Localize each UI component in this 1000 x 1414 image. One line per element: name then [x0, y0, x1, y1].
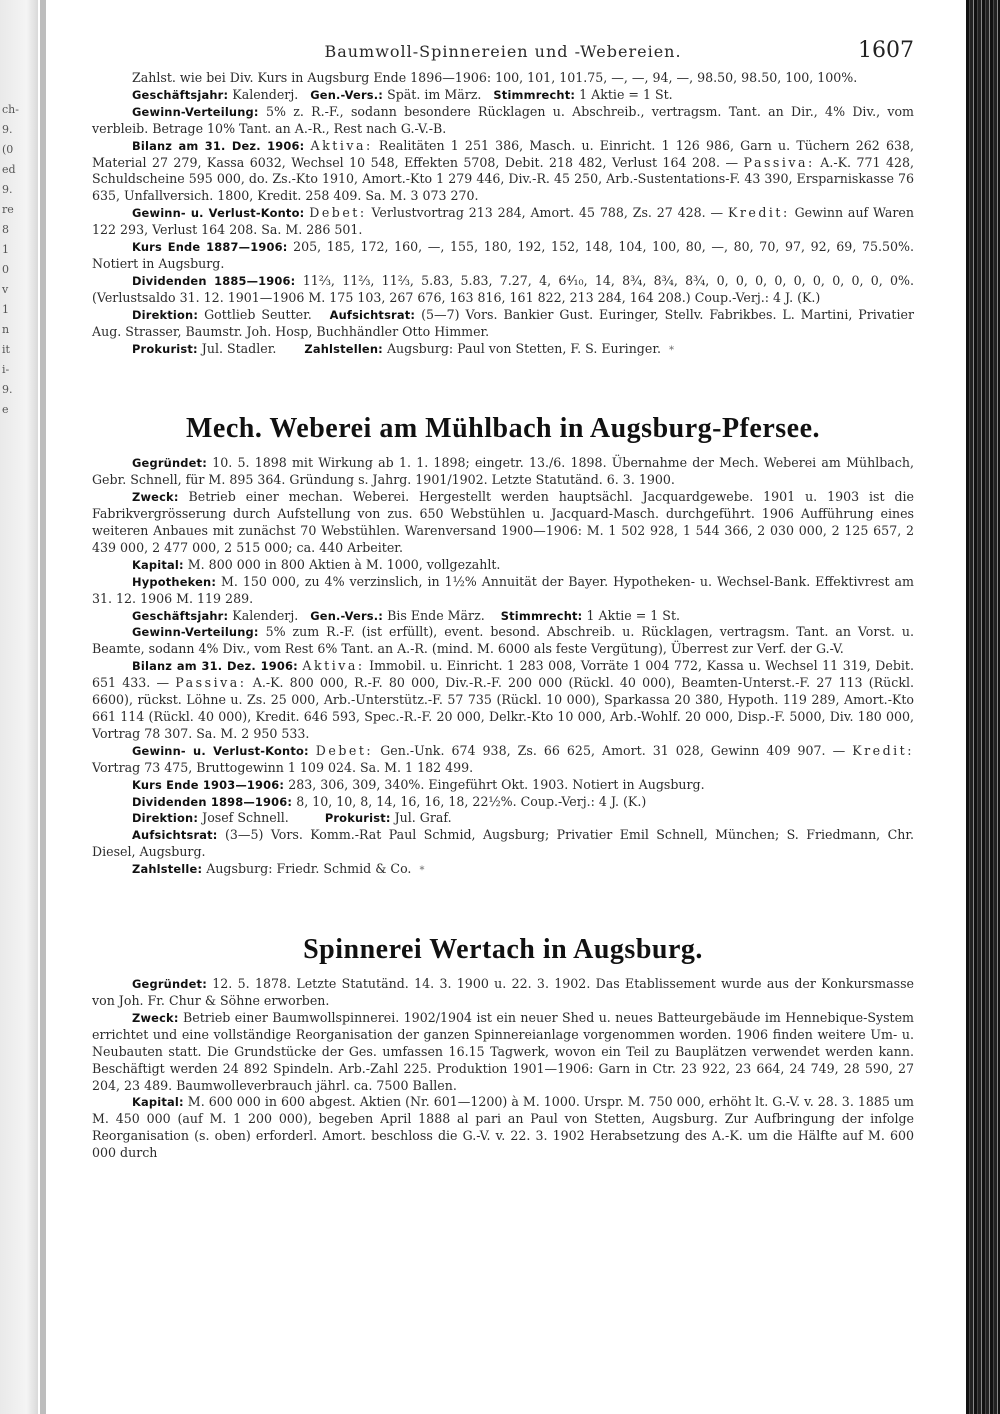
- margin-fragment: 8: [2, 223, 9, 236]
- field-value: Vortrag 73 475, Bruttogewinn 1 109 024. Sa. M. 1 182 499.: [92, 759, 474, 775]
- field-value: Jul. Graf.: [394, 810, 452, 826]
- field-value: Spät. im März.: [387, 86, 482, 102]
- margin-fragment: 1: [2, 303, 9, 316]
- field-label: Zahlstellen:: [304, 341, 383, 356]
- margin-fragment: v: [2, 283, 9, 296]
- field-value: 12. 5. 1878. Letzte Statutänd. 14. 3. 1900 u. 22. 3. 1902. Das Etablissement wurde aus der Konkursmasse von Joh. Fr. Chur & Söhne erworben.: [92, 976, 914, 1008]
- field-value: Verlustvortrag 213 284, Amort. 45 788, Zs. 27 428. —: [371, 205, 724, 221]
- paragraph: [92, 1010, 914, 1095]
- field-value: Jul. Stadler.: [201, 340, 277, 356]
- paragraph: [92, 861, 914, 880]
- margin-fragment: it: [2, 343, 10, 356]
- paragraph: [92, 608, 914, 625]
- spaced-label: Kredit:: [727, 205, 790, 221]
- field-value: 1 Aktie = 1 St.: [579, 86, 673, 102]
- company-entry: [92, 455, 914, 880]
- field-label: Gewinn-Verteilung:: [132, 104, 259, 119]
- field-value: Immobil. u. Einricht. 1 283 008, Vorräte 1 004 772, Kassa u. Wechsel 11 319, Debit. 651 433. —: [92, 658, 914, 691]
- paragraph: [92, 574, 914, 608]
- paragraph: [92, 87, 914, 104]
- field-label: Gegründet:: [132, 977, 207, 992]
- field-value: Josef Schnell.: [202, 810, 289, 826]
- paragraph: [92, 557, 914, 574]
- field-label: Bilanz am 31. Dez. 1906:: [132, 659, 298, 674]
- margin-fragment: re: [2, 203, 14, 216]
- paragraph: [92, 138, 914, 206]
- field-label: Zahlstelle:: [132, 862, 203, 877]
- field-label: Gewinn- u. Verlust-Konto:: [132, 206, 305, 221]
- section-title: Spinnerei Wertach in Augsburg.: [303, 934, 703, 966]
- field-value: Gottlieb Seutter.: [204, 306, 312, 322]
- section-title: Mech. Weberei am Mühlbach in Augsburg-Pfersee.: [185, 413, 821, 445]
- field-label: Kapital:: [132, 1095, 184, 1110]
- field-label: Direktion:: [132, 307, 199, 322]
- paragraph: [92, 70, 914, 87]
- field-value: 10. 5. 1898 mit Wirkung ab 1. 1. 1898; eingetr. 13./6. 1898. Übernahme der Mech. Weberei am Mühlbach, Gebr. Schnell, für M. 895 364. Gründung s. Jahrg. 1901/1902. Letzte Statutänd. 6. 3. 1900.: [92, 455, 914, 488]
- paragraph: [92, 307, 914, 341]
- margin-fragment: 0: [2, 263, 9, 276]
- field-value: M. 800 000 in 800 Aktien à M. 1000, vollgezahlt.: [187, 556, 501, 572]
- field-label: Aufsichtsrat:: [329, 307, 416, 322]
- field-value: Betrieb einer mechan. Weberei. Hergestellt werden hauptsächl. Jacquardgewebe. 1901 u. 1903 ist die Fabrikvergrösserung durch Aufstellung von zus. 650 Webstühlen u. Jacquard-Masch. durchgeführt. 1906 Aufführung eines weiteren Anbaues mit zunächst 70 Webstühlen. Warenversand 1900—1906: M. 1 502 928, 1 544 366, 2 030 000, 2 125 657, 2 439 000, 2 477 000, 2 515 000; ca. 440 Arbeiter.: [92, 489, 914, 555]
- margin-fragment: 1: [2, 243, 9, 256]
- paragraph: [92, 455, 914, 489]
- field-label: Direktion:: [132, 811, 199, 826]
- spaced-label: Debet:: [309, 205, 367, 221]
- paragraph: [92, 341, 914, 360]
- field-value: Kalenderj.: [232, 86, 299, 102]
- page-edge: [966, 0, 1000, 1414]
- margin-fragment: i-: [2, 363, 10, 376]
- field-value: Betrieb einer Baumwollspinnerei. 1902/1904 ist ein neuer Shed u. neues Batteurgebäude im Hennebique-System errichtet und eine vollständige Reorganisation der ganzen Spinnereianlage vorgenommen worden. 1906 finden weitere Um- u. Neubauten statt. Die Grundstücke der Ges. umfassen 16.15 Tagwerk, wovon ein Teil zu Bauplätzen verwendet werden kann. Beschäftigt werden 24 892 Spindeln. Arb.-Zahl 225. Produktion 1901—1906: Garn in Ctr. 23 922, 23 664, 24 749, 28 590, 27 204, 23 489. Baumwolleverbrauch jährl. ca. 7500 Ballen.: [92, 1009, 914, 1093]
- field-label: Kurs Ende 1903—1906:: [132, 777, 285, 792]
- field-label: Prokurist:: [132, 341, 198, 356]
- field-value: Realitäten 1 251 386, Masch. u. Einricht. 1 126 986, Garn u. Tüchern 262 638, Material 27 279, Kassa 6032, Wechsel 10 548, Effekten 5708, Debit. 218 482, Verlust 164 208. —: [92, 137, 914, 170]
- paragraph: [92, 743, 914, 777]
- field-value: 5% z. R.-F., sodann besondere Rücklagen u. Abschreib., vertragsm. Tant. an Dir., 4% Div., vom verbleib. Betrage 10% Tant. an A.-R., Rest nach G.-V.-B.: [92, 103, 914, 136]
- paragraph: [92, 205, 914, 239]
- page-number: 1607: [858, 38, 914, 63]
- field-value: 283, 306, 309, 340%. Eingeführt Okt. 1903. Notiert in Augsburg.: [288, 776, 705, 792]
- field-label: Kapital:: [132, 557, 184, 572]
- paragraph: [92, 273, 914, 307]
- field-value: Kalenderj.: [232, 607, 299, 623]
- field-label: Dividenden 1898—1906:: [132, 794, 293, 809]
- field-label: Gen.-Vers.:: [310, 87, 384, 102]
- field-value: Bis Ende März.: [387, 607, 485, 623]
- document-page: [92, 36, 914, 1162]
- field-value: Augsburg: Paul von Stetten, F. S. Euringer.: [386, 340, 661, 356]
- field-label: Aufsichtsrat:: [132, 828, 218, 843]
- field-label: Prokurist:: [324, 811, 391, 826]
- field-value: A.-K. 800 000, R.-F. 80 000, Div.-R.-F. 200 000 (Rückl. 40 000), Beamten-Unterst.-F. 27 113 (Rückl. 6600), rückst. Löhne u. Zs. 25 000, Arb.-Unterstütz.-F. 57 735 (Rückl. 10 000), Sparkassa 20 380, Hypoth. 119 289, Amort.-Kto 661 114 (Rückl. 40 000), Kredit. 646 593, Spec.-R.-F. 20 000, Delkr.-Kto 10 000, Arb.-Wohlf. 20 000, Disp.-F. 5000, Div. 180 000, Vortrag 78 307. Sa. M. 2 950 533.: [92, 675, 914, 741]
- paragraph: [92, 104, 914, 138]
- field-label: Stimmrecht:: [500, 608, 583, 623]
- paragraph: [92, 810, 914, 827]
- paragraph: [92, 489, 914, 557]
- field-value: Gen.-Unk. 674 938, Zs. 66 625, Amort. 31 028, Gewinn 409 907. —: [380, 742, 846, 758]
- paragraph-text: Zahlst. wie bei Div. Kurs in Augsburg Ende 1896—1906: 100, 101, 101.75, —, —, 94, —, 98.50, 98.50, 100, 100%.: [132, 70, 858, 85]
- spaced-label: Kredit:: [852, 742, 914, 758]
- field-value: (3—5) Vors. Komm.-Rat Paul Schmid, Augsburg; Privatier Emil Schnell, München; S. Friedmann, Chr. Diesel, Augsburg.: [92, 827, 914, 860]
- spaced-label: Passiva:: [743, 154, 815, 170]
- field-label: Gen.-Vers.:: [310, 608, 384, 623]
- field-label: Zweck:: [132, 490, 179, 505]
- field-value: 1 Aktie = 1 St.: [586, 607, 681, 623]
- field-value: 8, 10, 10, 8, 14, 16, 16, 18, 22½%. Coup.-Verj.: 4 J. (K.): [296, 793, 647, 809]
- margin-fragment: (0: [2, 143, 14, 156]
- company-entry: [92, 976, 914, 1162]
- asterisk-mark: *: [419, 865, 425, 877]
- paragraph: [92, 1094, 914, 1162]
- field-label: Stimmrecht:: [493, 87, 576, 102]
- field-value: 5% zum R.-F. (ist erfüllt), event. besond. Abschreib. u. Rücklagen, vertragsm. Tant. an Vorst. u. Beamte, sodann 4% Div., vom Rest 6% Tant. an A.-R. (mind. M. 6000 als feste Vergütung), Überrest zur Verf. der G.-V.: [92, 624, 914, 657]
- field-label: Zweck:: [132, 1010, 179, 1025]
- margin-fragment: ch-: [2, 103, 19, 116]
- field-value: Augsburg: Friedr. Schmid & Co.: [206, 861, 412, 877]
- spaced-label: Aktiva:: [310, 137, 373, 153]
- field-label: Dividenden 1885—1906:: [132, 273, 296, 288]
- spaced-label: Passiva:: [175, 675, 247, 691]
- paragraph: [92, 239, 914, 273]
- field-value: M. 600 000 in 600 abgest. Aktien (Nr. 601—1200) à M. 1000. Urspr. M. 750 000, erhöht lt. G.-V. v. 28. 3. 1885 um M. 450 000 (auf M. 1 200 000), begeben April 1888 al pari an Paul von Stetten, Augsburg. Zur Aufbringung der infolge Reorganisation (s. oben) erforderl. Amort. beschloss die G.-V. v. 22. 3. 1902 Herabsetzung des A.-K. um die Hälfte auf M. 600 000 durch: [92, 1094, 914, 1161]
- spaced-label: Aktiva:: [302, 658, 365, 674]
- field-label: Geschäftsjahr:: [132, 87, 229, 102]
- book-gutter: [40, 0, 46, 1414]
- margin-fragment: 9.: [2, 123, 13, 136]
- field-value: A.-K. 771 428, Schuldscheine 595 000, do. Zs.-Kto 1910, Amort.-Kto 1 279 446, Div.-R. 45 250, Arb.-Sustentations-F. 43 390, Ersparniskasse 76 635, Unfallversich. 1800, Kredit. 258 409. Sa. M. 3 073 270.: [92, 154, 914, 204]
- field-label: Gewinn- u. Verlust-Konto:: [132, 743, 309, 758]
- margin-fragment: n: [2, 323, 10, 336]
- paragraph: [92, 658, 914, 743]
- field-label: Kurs Ende 1887—1906:: [132, 240, 288, 255]
- field-value: 205, 185, 172, 160, —, 155, 180, 192, 152, 148, 104, 100, 80, —, 80, 70, 97, 92, 69, 75.50%. Notiert in Augsburg.: [92, 239, 914, 271]
- margin-fragment: ed: [2, 163, 16, 176]
- paragraph: [92, 827, 914, 861]
- paragraph: [92, 777, 914, 794]
- paragraph: [92, 976, 914, 1010]
- spaced-label: Debet:: [315, 742, 374, 758]
- field-value: M. 150 000, zu 4% verzinslich, in 1½% Annuität der Bayer. Hypotheken- u. Wechsel-Bank. Effektivrest am 31. 12. 1906 M. 119 289.: [92, 573, 914, 606]
- paragraph: [92, 624, 914, 658]
- field-label: Geschäftsjahr:: [132, 608, 229, 623]
- field-label: Bilanz am 31. Dez. 1906:: [132, 138, 305, 153]
- asterisk-mark: *: [668, 344, 674, 356]
- running-title: Baumwoll-Spinnereien und -Webereien.: [324, 42, 682, 61]
- field-label: Gegründet:: [132, 456, 207, 471]
- margin-fragment: 9.: [2, 183, 13, 196]
- previous-entry-continuation: [92, 70, 914, 359]
- field-label: Gewinn-Verteilung:: [132, 625, 259, 640]
- paragraph: [92, 794, 914, 811]
- field-value: (5—7) Vors. Bankier Gust. Euringer, Stellv. Fabrikbes. L. Martini, Privatier Aug. Strasser, Baumstr. Joh. Hosp, Buchhändler Otto Himmer.: [92, 306, 914, 339]
- facing-page-strip: [0, 0, 38, 1414]
- running-header: [92, 36, 914, 64]
- margin-fragment: 9.: [2, 383, 13, 396]
- field-value: Gewinn auf Waren 122 293, Verlust 164 208. Sa. M. 286 501.: [92, 205, 914, 238]
- field-value: 11⅔, 11⅔, 11⅔, 5.83, 5.83, 7.27, 4, 6⁴⁄₁₀, 14, 8¾, 8¾, 8¾, 0, 0, 0, 0, 0, 0, 0, 0, 0, 0%. (Verlustsaldo 31. 12. 1901—1906 M. 175 103, 267 676, 163 816, 161 822, 213 284, 164 208.) Coup.-Verj.: 4 J. (K.): [92, 272, 914, 305]
- margin-fragment: e: [2, 403, 9, 416]
- field-label: Hypotheken:: [132, 574, 217, 589]
